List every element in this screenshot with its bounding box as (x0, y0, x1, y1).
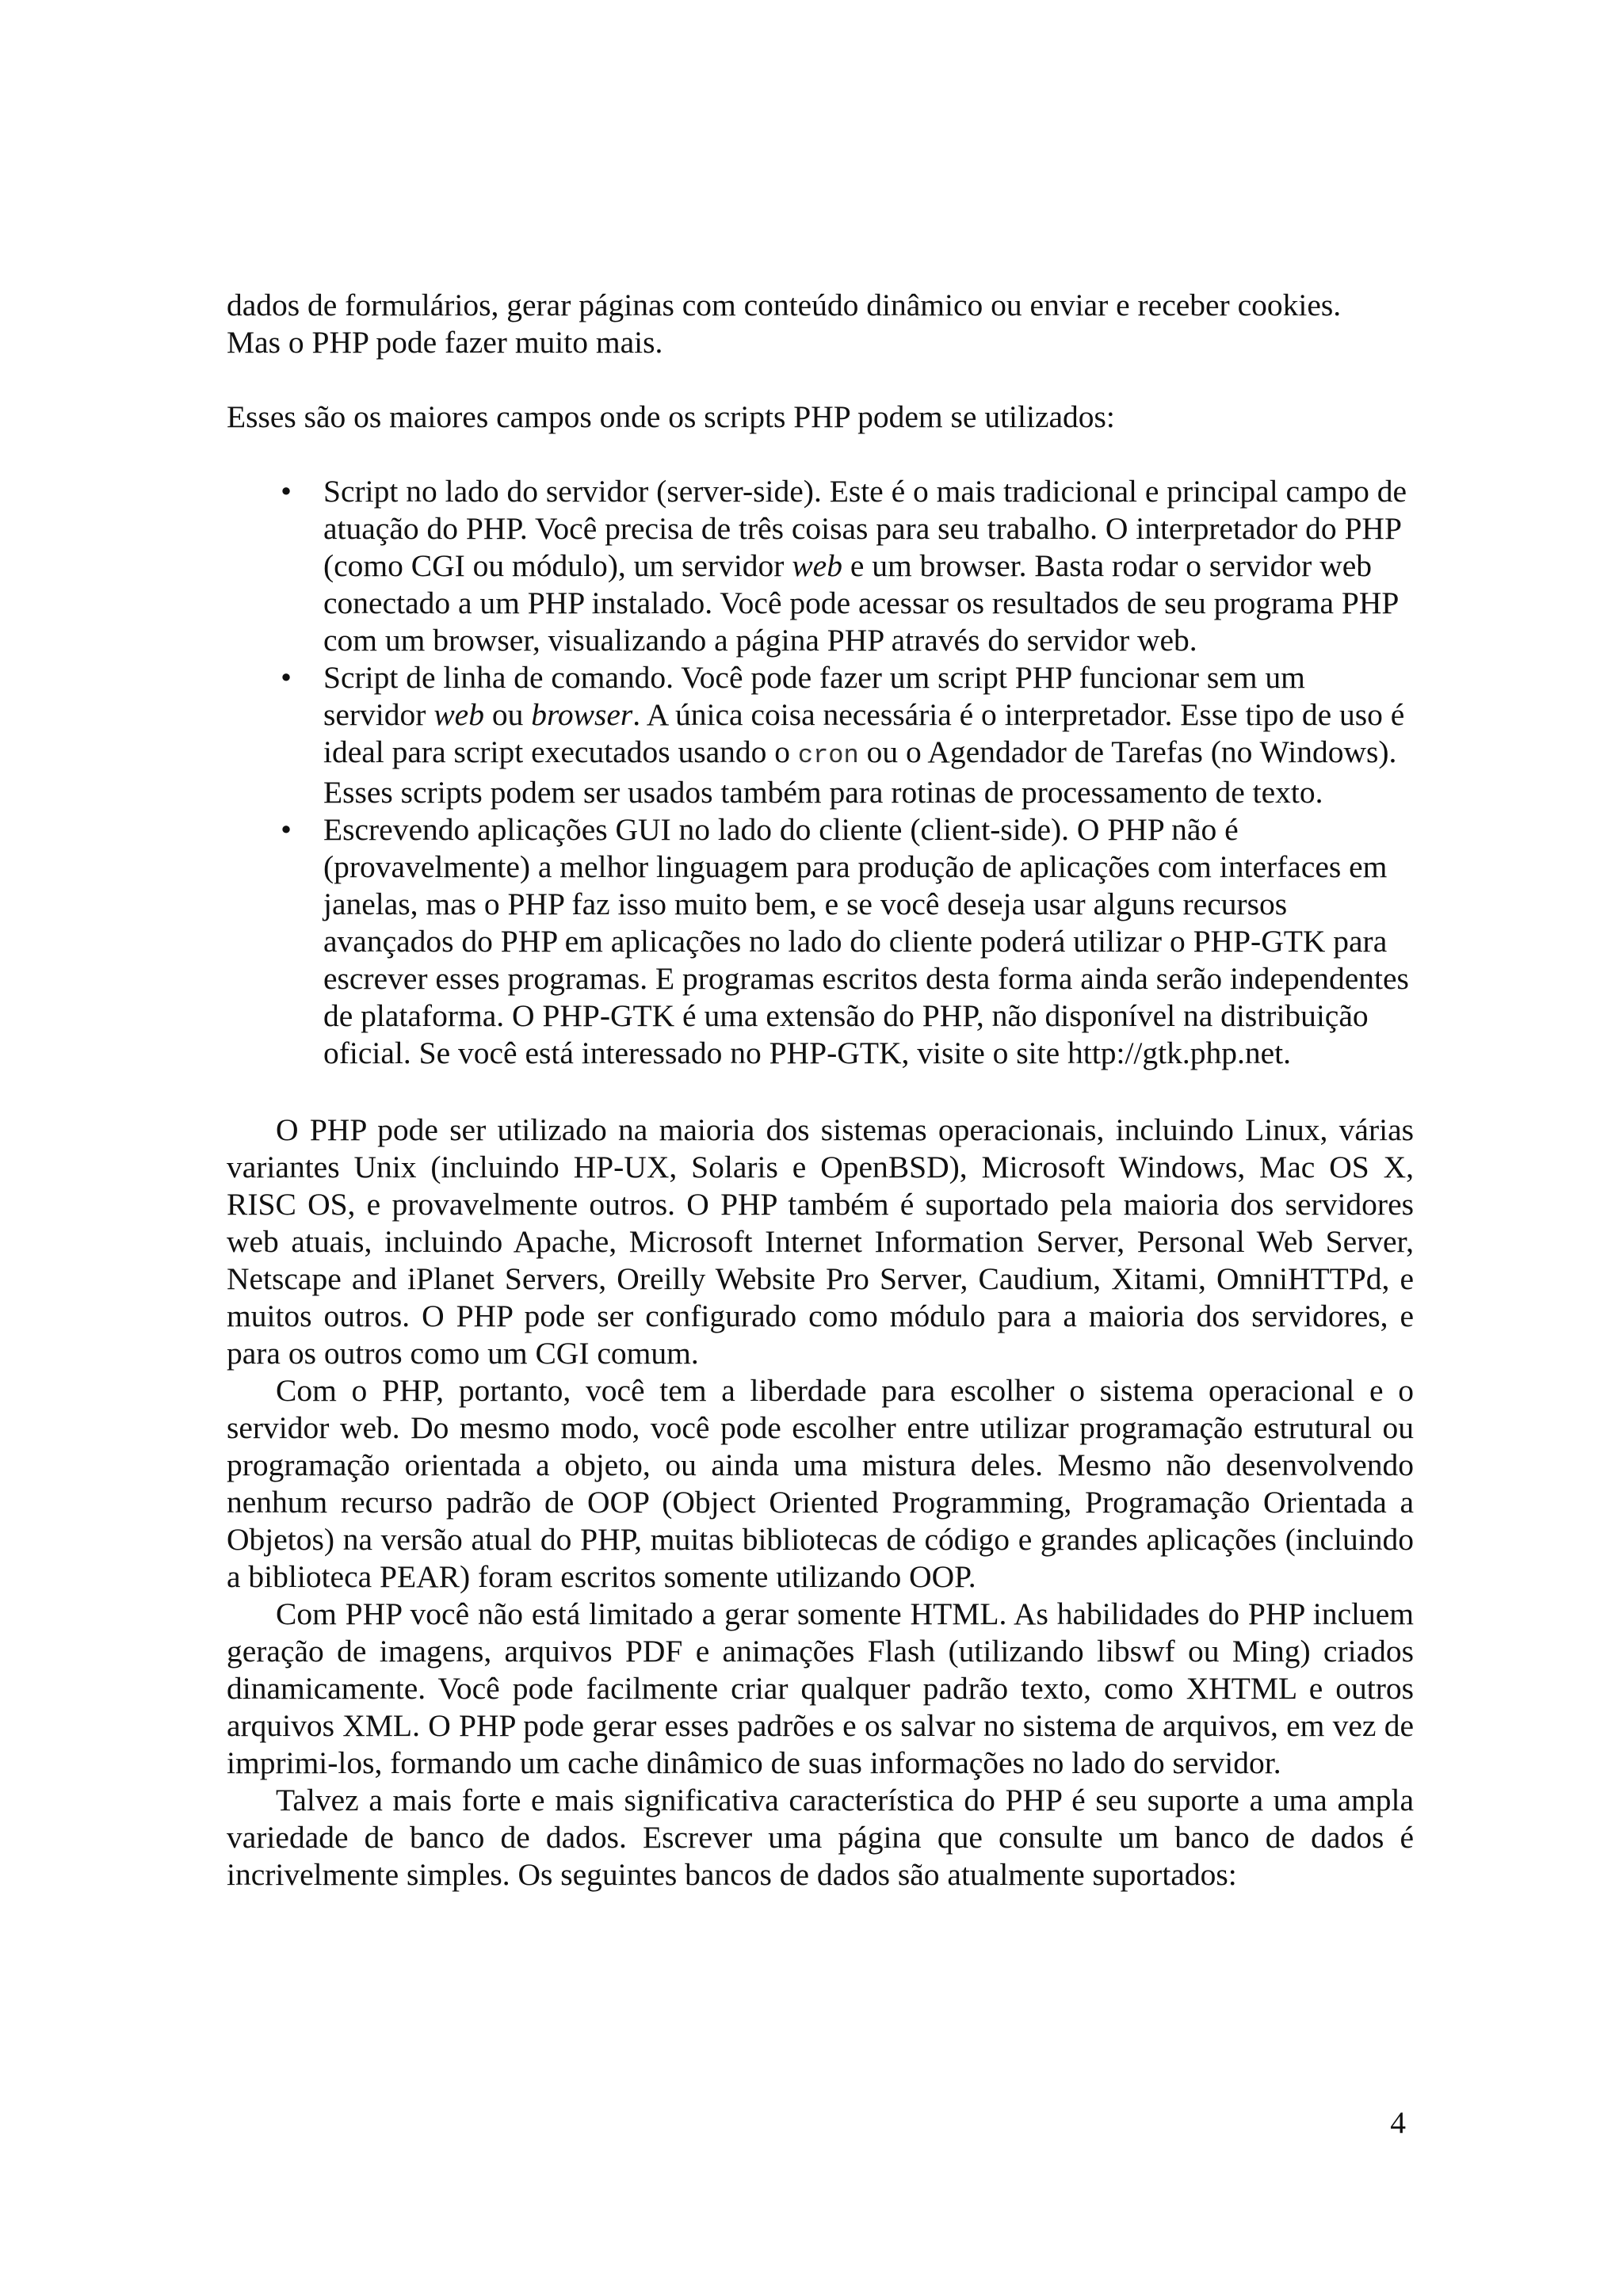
body-paragraph: Talvez a mais forte e mais significativa característica do PHP é seu suporte a uma ampla variedade de banco de dados. Escrever uma página que consulte um banco de dados é incrivelmente simples. Os seguintes bancos de dados são atualmente suportados: (227, 1783, 1414, 1892)
body-paragraph: Com o PHP, portanto, você tem a liberdade para escolher o sistema operacional e o servidor web. Do mesmo modo, você pode escolher entre utilizar programação estrutural ou programação orientada a objeto, ou ainda uma mistura deles. Mesmo não desenvolvendo nenhum recurso padrão de OOP (Object Oriented Programming, Programação Orientada a Objetos) na versão atual do PHP, muitas bibliotecas de código e grandes aplicações (incluindo a biblioteca PEAR) foram escritos somente utilizando OOP. (227, 1373, 1414, 1594)
bullet-text: Escrevendo aplicações GUI no lado do cliente (client-side). O PHP não é (provavelmente) a melhor linguagem para produção de aplicações com interfaces em janelas, mas o PHP faz isso muito bem, e se você deseja usar alguns recursos avançados do PHP em aplicações no lado do cliente poderá utilizar o PHP-GTK para escrever esses programas. E programas escritos desta forma ainda serão independentes de plataforma. O PHP-GTK é uma extensão do PHP, não disponível na distribuição oficial. Se você está interessado no PHP-GTK, visite o site http://gtk.php.net. (323, 812, 1409, 1070)
bullet-text-part: e um browser. Basta rodar o servidor web conectado a um PHP instalado. Você pode acessar os resultados de seu programa PHP com um browser, visualizando a página PHP através do servidor web. (323, 548, 1398, 658)
fields-intro-paragraph: Esses são os maiores campos onde os scripts PHP podem se utilizados: (227, 399, 1115, 434)
bullet-text-emphasis: browser (531, 697, 633, 732)
bullet-icon: • (281, 660, 292, 695)
usage-fields-list (227, 473, 1414, 1072)
bullet-icon: • (281, 812, 292, 847)
bullet-text (323, 660, 1404, 810)
list-item-server-side (227, 473, 1414, 659)
list-item-client-side-gui (227, 811, 1414, 1072)
intro-line-1: dados de formulários, gerar páginas com conteúdo dinâmico ou enviar e receber cookies. (227, 288, 1342, 322)
bullet-text (323, 474, 1407, 658)
bullet-text-emphasis: web (792, 548, 842, 583)
inline-code: cron (797, 741, 859, 770)
bullet-text-part: Script de linha de comando. Você pode fazer um script PHP funcionar sem um servidor (323, 660, 1305, 732)
body-paragraph: O PHP pode ser utilizado na maioria dos sistemas operacionais, incluindo Linux, várias variantes Unix (incluindo HP-UX, Solaris e OpenBSD), Microsoft Windows, Mac OS X, RISC OS, e provavelmente outros. O PHP também é suportado pela maioria dos servidores web atuais, incluindo Apache, Microsoft Internet Information Server, Personal Web Server, Netscape and iPlanet Servers, Oreilly Website Pro Server, Caudium, Xitami, OmniHTTPd, e muitos outros. O PHP pode ser configurado como módulo para a maioria dos servidores, e para os outros como um CGI comum. (227, 1112, 1414, 1371)
bullet-text-part: ou (483, 697, 532, 732)
intro-paragraph (227, 287, 1414, 361)
page-content (227, 287, 1414, 1894)
bullet-text-part: . A única coisa necessária é o interpretador. Esse tipo de uso é ideal para script executados usando o (323, 697, 1405, 769)
list-item-command-line (227, 659, 1414, 811)
bullet-text-part: Script no lado do servidor (server-side). Este é o mais tradicional e principal campo de atuação do PHP. Você precisa de três coisas para seu trabalho. O interpretador do PHP (como CGI ou módulo), um servidor (323, 474, 1407, 583)
spacer (227, 361, 1414, 399)
bullet-text-part: ou o Agendador de Tarefas (no Windows). Esses scripts podem ser usados também para rotinas de processamento de texto. (323, 734, 1397, 810)
page-number: 4 (1390, 2105, 1406, 2140)
spacer (227, 436, 1414, 473)
spacer (227, 1072, 1414, 1112)
body-paragraph: Com PHP você não está limitado a gerar somente HTML. As habilidades do PHP incluem geração de imagens, arquivos PDF e animações Flash (utilizando libswf ou Ming) criados dinamicamente. Você pode facilmente criar qualquer padrão texto, como XHTML e outros arquivos XML. O PHP pode gerar esses padrões e os salvar no sistema de arquivos, em vez de imprimi-los, formando um cache dinâmico de suas informações no lado do servidor. (227, 1596, 1414, 1780)
bullet-icon: • (281, 474, 292, 509)
bullet-text-emphasis: web (433, 697, 484, 732)
intro-line-2: Mas o PHP pode fazer muito mais. (227, 325, 663, 360)
